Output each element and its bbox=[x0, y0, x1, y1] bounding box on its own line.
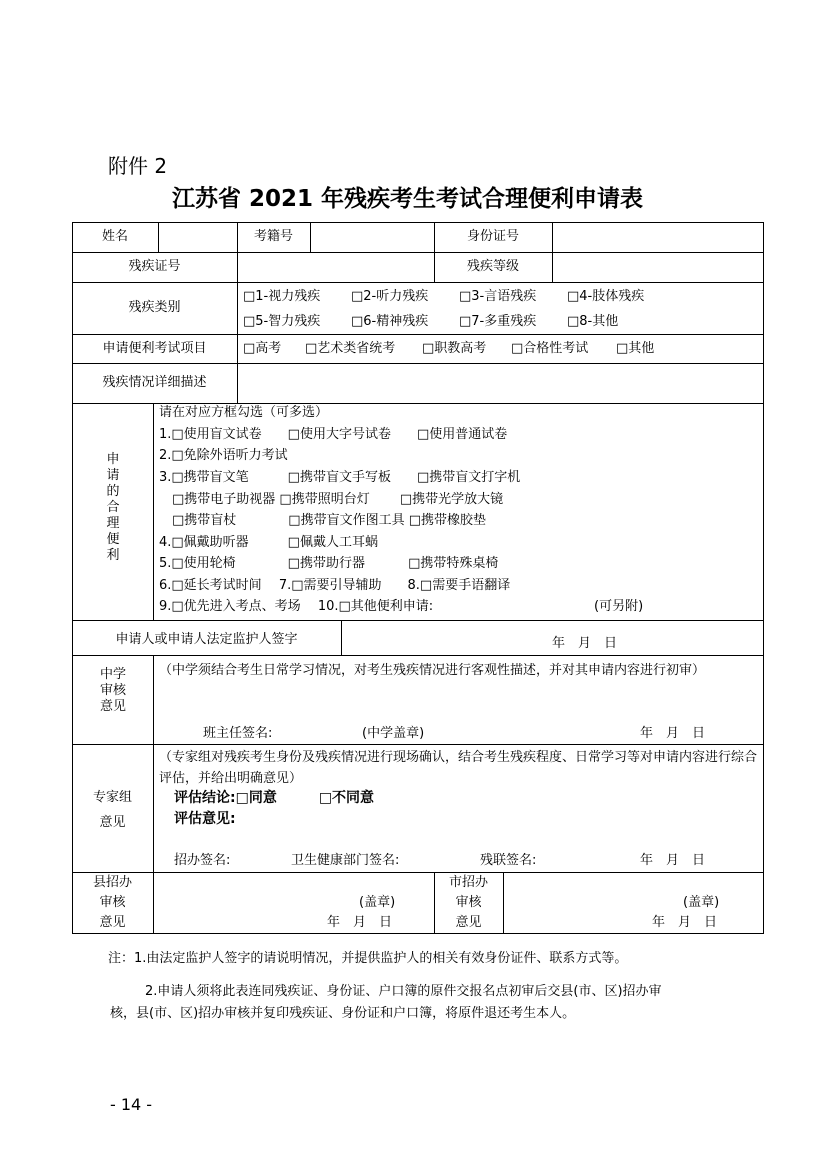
disability-option[interactable]: □7-多重残疾 bbox=[459, 314, 537, 329]
county-review-label: 审核 bbox=[99, 895, 126, 910]
city-review-label: 审核 bbox=[455, 895, 482, 910]
accommodation-line[interactable]: 6.□延长考试时间 7.□需要引导辅助 8.□需要手语翻译 bbox=[159, 578, 511, 593]
accommodation-line[interactable]: 9.□优先进入考点、考场 10.□其他便利申请: bbox=[159, 599, 434, 614]
county-stamp: (盖章) bbox=[359, 895, 396, 910]
applicant-date: 年 月 日 bbox=[552, 636, 618, 651]
exam-item-option[interactable]: □艺术类省统考 bbox=[305, 341, 396, 356]
applicant-signature-field[interactable] bbox=[342, 621, 542, 655]
accommodation-line[interactable]: □携带电子助视器 □携带照明台灯 □携带光学放大镜 bbox=[159, 492, 504, 507]
accommodation-line: 请在对应方框勾选（可多选） bbox=[159, 405, 329, 420]
disability-level-field[interactable] bbox=[553, 253, 763, 282]
disability-option[interactable]: □4-肢体残疾 bbox=[567, 289, 645, 304]
city-review-label: 意见 bbox=[455, 915, 482, 930]
id-label: 身份证号 bbox=[466, 229, 519, 244]
city-stamp: (盖章) bbox=[683, 895, 720, 910]
expert-opinion-label: 专家组 bbox=[92, 790, 132, 805]
county-review-label: 县招办 bbox=[92, 875, 132, 890]
attach-separately-note: (可另附) bbox=[594, 599, 644, 614]
school-review-date: 年 月 日 bbox=[640, 726, 706, 741]
disability-cert-field[interactable] bbox=[238, 253, 434, 282]
exam-item-option[interactable]: □其他 bbox=[616, 341, 655, 356]
school-review-label: 中学审核意见 bbox=[100, 667, 127, 714]
page-title: 江苏省 2021 年残疾考生考试合理便利申请表 bbox=[172, 186, 644, 212]
note-line-2: 2.申请人须将此表连同残疾证、身份证、户口簿的原件交报名点初审后交县(市、区)招办审 bbox=[145, 984, 662, 999]
assessment-opinion: 评估意见: bbox=[174, 811, 236, 827]
assessment-conclusion[interactable]: 评估结论:□同意 □不同意 bbox=[174, 790, 375, 806]
disability-type-label: 残疾类别 bbox=[128, 300, 181, 315]
homeroom-teacher-signature: 班主任签名: bbox=[203, 726, 273, 741]
page-number: - 14 - bbox=[110, 1095, 153, 1114]
disability-level-label: 残疾等级 bbox=[466, 259, 519, 274]
name-field[interactable] bbox=[159, 223, 237, 252]
accommodation-line[interactable]: 1.□使用盲文试卷 □使用大字号试卷 □使用普通试卷 bbox=[159, 427, 508, 442]
admissions-signature: 招办签名: bbox=[174, 853, 231, 868]
accommodation-line[interactable]: 3.□携带盲文笔 □携带盲文手写板 □携带盲文打字机 bbox=[159, 470, 521, 485]
accommodation-line[interactable]: 5.□使用轮椅 □携带助行器 □携带特殊桌椅 bbox=[159, 556, 499, 571]
disability-description-field[interactable] bbox=[238, 364, 763, 403]
accommodation-line[interactable]: □携带盲杖 □携带盲文作图工具 □携带橡胶垫 bbox=[159, 513, 486, 528]
name-label: 姓名 bbox=[101, 229, 128, 244]
county-review-label: 意见 bbox=[99, 915, 126, 930]
school-stamp: (中学盖章) bbox=[362, 726, 425, 741]
school-review-text: （中学须结合考生日常学习情况，对考生残疾情况进行客观性描述，并对其申请内容进行初审） bbox=[159, 663, 706, 678]
county-review-date: 年 月 日 bbox=[327, 915, 393, 930]
exam-no-field[interactable] bbox=[311, 223, 434, 252]
disability-description-label: 残疾情况详细描述 bbox=[102, 375, 207, 390]
city-review-date: 年 月 日 bbox=[652, 915, 718, 930]
disability-option[interactable]: □2-听力残疾 bbox=[351, 289, 429, 304]
disability-option[interactable]: □5-智力残疾 bbox=[243, 314, 321, 329]
note-line-1: 注：1.由法定监护人签字的请说明情况，并提供监护人的相关有效身份证件、联系方式等。 bbox=[108, 951, 628, 966]
expert-opinion-label-2: 意见 bbox=[99, 815, 126, 830]
exam-items-label: 申请便利考试项目 bbox=[102, 341, 207, 356]
exam-no-label: 考籍号 bbox=[253, 229, 293, 244]
expert-review-text: （专家组对残疾考生身份及残疾情况进行现场确认，结合考生残疾程度、日常学习等对申请内容进行综合评估，并给出明确意见） bbox=[159, 750, 758, 786]
exam-item-option[interactable]: □合格性考试 bbox=[511, 341, 589, 356]
id-field[interactable] bbox=[553, 223, 763, 252]
disability-option[interactable]: □3-言语残疾 bbox=[459, 289, 537, 304]
applicant-signature-label: 申请人或申请人法定监护人签字 bbox=[115, 632, 298, 647]
disability-cert-label: 残疾证号 bbox=[128, 259, 181, 274]
accommodation-label: 申请的合理便利 bbox=[106, 452, 120, 563]
note-line-3: 核，县(市、区)招办审核并复印残疾证、身份证和户口簿，将原件退还考生本人。 bbox=[110, 1006, 576, 1021]
expert-review-date: 年 月 日 bbox=[640, 853, 706, 868]
exam-item-option[interactable]: □职教高考 bbox=[422, 341, 487, 356]
disability-option[interactable]: □6-精神残疾 bbox=[351, 314, 429, 329]
disabled-federation-signature: 残联签名: bbox=[480, 853, 537, 868]
city-review-label: 市招办 bbox=[448, 875, 488, 890]
health-dept-signature: 卫生健康部门签名: bbox=[291, 853, 400, 868]
exam-item-option[interactable]: □高考 bbox=[243, 341, 282, 356]
accommodation-line[interactable]: 4.□佩戴助听器 □佩戴人工耳蜗 bbox=[159, 535, 378, 550]
disability-option[interactable]: □8-其他 bbox=[567, 314, 619, 329]
attachment-label: 附件 2 bbox=[108, 154, 168, 178]
disability-option[interactable]: □1-视力残疾 bbox=[243, 289, 321, 304]
accommodation-line[interactable]: 2.□免除外语听力考试 bbox=[159, 448, 288, 463]
